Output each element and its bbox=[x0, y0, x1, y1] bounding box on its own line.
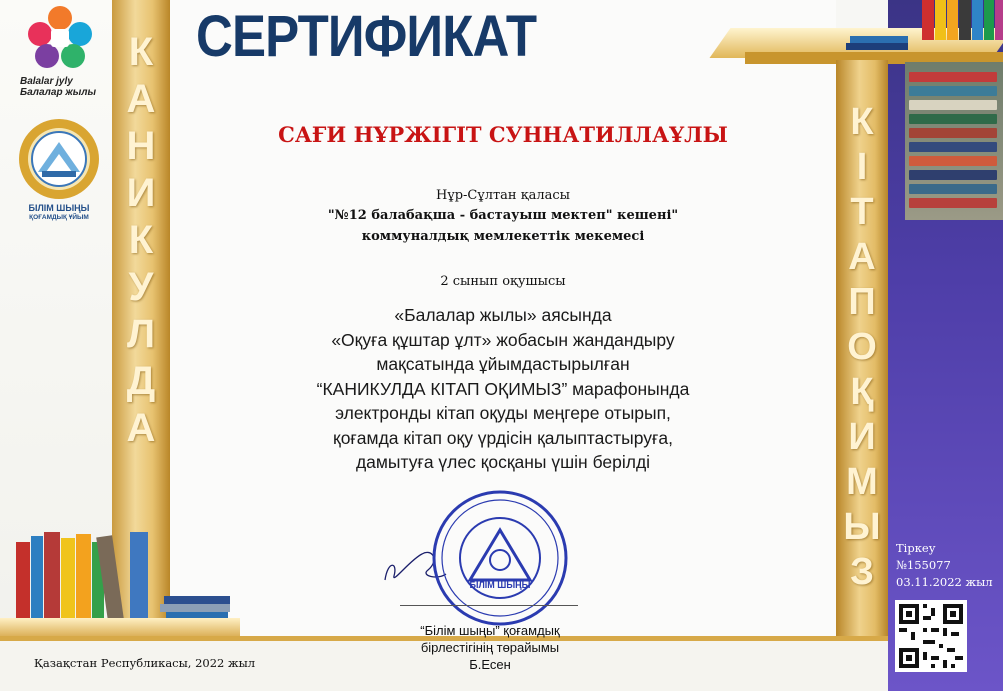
left-letter: У bbox=[128, 265, 154, 309]
registration-number: №155077 bbox=[896, 558, 951, 572]
bottom-shelf bbox=[0, 618, 240, 636]
qr-code-icon bbox=[895, 600, 967, 672]
left-letter: Л bbox=[126, 312, 156, 356]
body-line: «Оқуға құштар ұлт» жобасын жандандыру bbox=[331, 329, 675, 350]
footer-text: Қазақстан Республикасы, 2022 жыл bbox=[34, 656, 256, 670]
bilim-shyny-emblem-icon bbox=[18, 116, 100, 202]
balalar-jyly-logo-icon bbox=[20, 4, 100, 74]
body-line: мақсатында ұйымдастырылған bbox=[376, 354, 630, 374]
body-line: “КАНИКУЛДА КІТАП ОҚИМЫЗ” марафонында bbox=[316, 378, 690, 399]
bilim-logo-line2: ҚОҒАМДЫҚ ҰЙЫМ bbox=[29, 214, 89, 221]
right-letter: К bbox=[850, 101, 874, 143]
recipient-name: САҒИ НҰРЖІГІТ СУННАТИЛЛАҰЛЫ bbox=[278, 122, 728, 147]
top-books-illustration bbox=[842, 0, 1003, 56]
right-letter: М bbox=[846, 461, 878, 503]
bottom-books-illustration bbox=[14, 528, 234, 620]
registration-info bbox=[896, 540, 1003, 591]
signer-name: Б.Есен bbox=[469, 657, 511, 672]
right-banner-letters bbox=[836, 100, 888, 595]
logo-text-line2: Балалар жылы bbox=[20, 87, 97, 98]
bilim-logo-line1: БІЛІМ ШЫҢЫ bbox=[28, 203, 90, 213]
school-name-line1: "№12 балабақша - бастауыш мектеп" кешені" bbox=[327, 208, 679, 223]
right-letter: И bbox=[848, 416, 876, 458]
bilim-shyny-logo-text bbox=[14, 203, 104, 223]
stamp-text: БІЛІМ ШЫҢЫ bbox=[469, 580, 531, 590]
right-letter: Ы bbox=[843, 506, 881, 548]
body-line: «Балалар жылы» аясында bbox=[394, 305, 612, 325]
right-letter: І bbox=[856, 146, 868, 188]
left-letter: Д bbox=[126, 359, 156, 403]
school-name-line2: коммуналдық мемлекеттік мекемесі bbox=[361, 229, 645, 244]
right-letter: П bbox=[848, 281, 876, 323]
right-letter: А bbox=[848, 236, 876, 278]
logo-text-line1: Balalar jyly bbox=[20, 76, 73, 87]
left-banner-letters bbox=[112, 30, 170, 451]
left-letter: К bbox=[128, 218, 154, 262]
books-photo bbox=[905, 62, 1003, 220]
left-letter: Н bbox=[126, 124, 156, 168]
body-line: дамытуға үлес қосқаны үшін берілді bbox=[355, 452, 651, 472]
left-letter: К bbox=[128, 30, 154, 74]
signer-block bbox=[380, 622, 600, 673]
registration-date: 03.11.2022 жыл bbox=[896, 575, 993, 589]
left-letter: И bbox=[126, 171, 156, 215]
certificate-title: СЕРТИФИКАТ bbox=[196, 4, 537, 69]
signer-line1: “Білім шыңы” қоғамдық bbox=[420, 623, 560, 638]
right-letter: Қ bbox=[850, 371, 874, 413]
signer-line2: бірлестігінің төрайымы bbox=[420, 640, 560, 655]
balalar-jyly-logo-text bbox=[20, 76, 110, 98]
body-line: қоғамда кітап оқу үрдісін қалыптастыруға, bbox=[333, 427, 673, 448]
recipient-city: Нұр-Сұлтан қаласы bbox=[436, 188, 570, 203]
signature-line bbox=[400, 605, 578, 606]
right-letter: Т bbox=[850, 191, 874, 233]
recipient-grade: 2 сынып оқушысы bbox=[440, 274, 566, 289]
right-letter: О bbox=[847, 326, 877, 368]
left-letter: А bbox=[126, 77, 156, 121]
registration-label: Тіркеу bbox=[896, 541, 936, 555]
official-stamp-icon bbox=[430, 488, 570, 628]
left-letter: А bbox=[126, 406, 156, 450]
certificate-body-text bbox=[170, 303, 836, 475]
body-line: электронды кітап оқуды меңгере отырып, bbox=[335, 403, 671, 423]
right-letter: З bbox=[850, 551, 874, 593]
